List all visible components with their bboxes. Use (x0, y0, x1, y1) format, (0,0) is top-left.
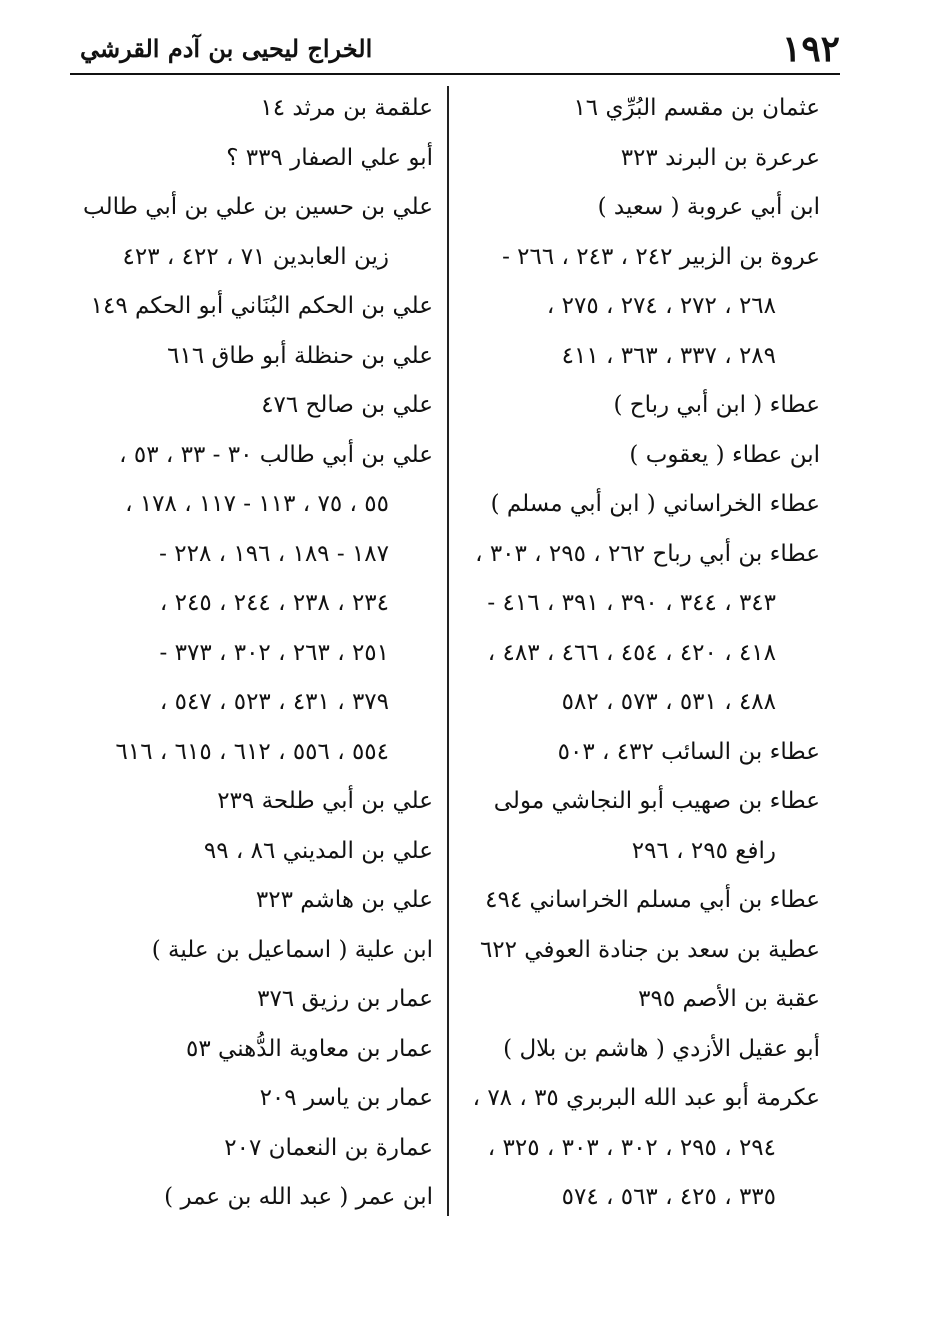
index-entry-line: أبو علي الصفار ٣٣٩ ؟ (226, 144, 433, 171)
index-entry-line: عطاء ( ابن أبي رباح ) (613, 392, 820, 418)
index-entry-line: عثمان بن مقسم البُرِّي ١٦ (573, 95, 820, 121)
index-entry-line: علقمة بن مرثد ١٤ (260, 95, 433, 121)
index-entry-line: عروة بن الزبير ٢٤٢ ، ٢٤٣ ، ٢٦٦ - (502, 243, 820, 270)
index-entry-line: ١٨٧ - ١٨٩ ، ١٩٦ ، ٢٢٨ - (159, 540, 389, 567)
index-entry-line: علي بن الحكم البُنَاني أبو الحكم ١٤٩ (90, 293, 433, 319)
page-number: ١٩٢ (781, 28, 840, 70)
index-entry-line: علي بن المديني ٨٦ ، ٩٩ (203, 837, 433, 864)
index-entry-line: ٣٤٣ ، ٣٤٤ ، ٣٩٠ ، ٣٩١ ، ٤١٦ - (487, 590, 776, 616)
index-entry-line: عطاء بن صهيب أبو النجاشي مولى (493, 788, 820, 814)
index-column-left (78, 84, 433, 1223)
index-entry-line: عكرمة أبو عبد الله البربري ٣٥ ، ٧٨ ، (472, 1085, 820, 1111)
index-entry-line: عمار بن ياسر ٢٠٩ (259, 1085, 433, 1111)
index-entry-line: زين العابدين ٧١ ، ٤٢٢ ، ٤٢٣ (122, 243, 389, 270)
index-entry-line: علي بن حنظلة أبو طاق ٦١٦ (167, 342, 433, 369)
index-entry-line: رافع ٢٩٥ ، ٢٩٦ (631, 837, 776, 864)
index-entry-line: ٤١٨ ، ٤٢٠ ، ٤٥٤ ، ٤٦٦ ، ٤٨٣ ، (487, 639, 776, 666)
index-entry-line: عرعرة بن البرند ٣٢٣ (620, 144, 820, 171)
index-entry-line: عطية بن سعد بن جنادة العوفي ٦٢٢ (479, 936, 820, 963)
index-entry-line: ٣٣٥ ، ٤٢٥ ، ٥٦٣ ، ٥٧٤ (561, 1184, 776, 1210)
index-entry-line: ابن علية ( اسماعيل بن علية ) (151, 936, 433, 963)
index-entry-line: ٢٥١ ، ٢٦٣ ، ٣٠٢ ، ٣٧٣ - (159, 639, 389, 666)
index-entry-line: ٢٦٨ ، ٢٧٢ ، ٢٧٤ ، ٢٧٥ ، (546, 293, 776, 319)
page-header (70, 22, 840, 72)
index-entry-line: علي بن أبي طلحة ٢٣٩ (217, 788, 433, 814)
index-entry-line: علي بن هاشم ٣٢٣ (255, 887, 433, 913)
running-title: الخراج ليحيى بن آدم القرشي (80, 34, 373, 63)
index-entry-line: ٢٣٤ ، ٢٣٨ ، ٢٤٤ ، ٢٤٥ ، (159, 590, 389, 616)
index-entry-line: عقبة بن الأصم ٣٩٥ (638, 986, 820, 1012)
column-divider (447, 86, 449, 1216)
index-entry-line: عمار بن معاوية الدُّهني ٥٣ (186, 1035, 433, 1062)
header-rule (70, 73, 840, 75)
index-entry-line: علي بن أبي طالب ٣٠ - ٣٣ ، ٥٣ ، (119, 441, 433, 468)
index-entry-line: ٥٥ ، ٧٥ ، ١١٣ - ١١٧ ، ١٧٨ ، (125, 491, 389, 517)
index-column-right (455, 84, 820, 1223)
index-entry-line: ٢٨٩ ، ٣٣٧ ، ٣٦٣ ، ٤١١ (561, 342, 776, 369)
index-entry-line: علي بن حسين بن علي بن أبي طالب (83, 194, 433, 220)
index-entry-line: ٢٩٤ ، ٢٩٥ ، ٣٠٢ ، ٣٠٣ ، ٣٢٥ ، (487, 1134, 776, 1161)
index-entry-line: ابن عطاء ( يعقوب ) (629, 441, 820, 468)
index-entry-line: عمارة بن النعمان ٢٠٧ (224, 1134, 433, 1161)
index-entry-line: عطاء الخراساني ( ابن أبي مسلم ) (490, 491, 820, 517)
index-entry-line: عطاء بن أبي رباح ٢٦٢ ، ٢٩٥ ، ٣٠٣ ، (475, 540, 820, 567)
index-entry-line: ابن عمر ( عبد الله بن عمر ) (164, 1184, 433, 1210)
index-entry-line: أبو عقيل الأزدي ( هاشم بن بلال ) (503, 1035, 820, 1062)
index-entry-line: ٥٥٤ ، ٥٥٦ ، ٦١٢ ، ٦١٥ ، ٦١٦ (115, 738, 389, 765)
index-entry-line: ٣٧٩ ، ٤٣١ ، ٥٢٣ ، ٥٤٧ ، (159, 689, 389, 715)
index-entry-line: علي بن صالح ٤٧٦ (261, 392, 433, 418)
index-entry-line: عطاء بن أبي مسلم الخراساني ٤٩٤ (485, 887, 820, 913)
index-entry-line: عطاء بن السائب ٤٣٢ ، ٥٠٣ (557, 738, 820, 765)
index-entry-line: عمار بن رزيق ٣٧٦ (257, 986, 433, 1012)
index-entry-line: ٤٨٨ ، ٥٣١ ، ٥٧٣ ، ٥٨٢ (561, 689, 776, 715)
index-entry-line: ابن أبي عروبة ( سعيد ) (597, 194, 820, 220)
